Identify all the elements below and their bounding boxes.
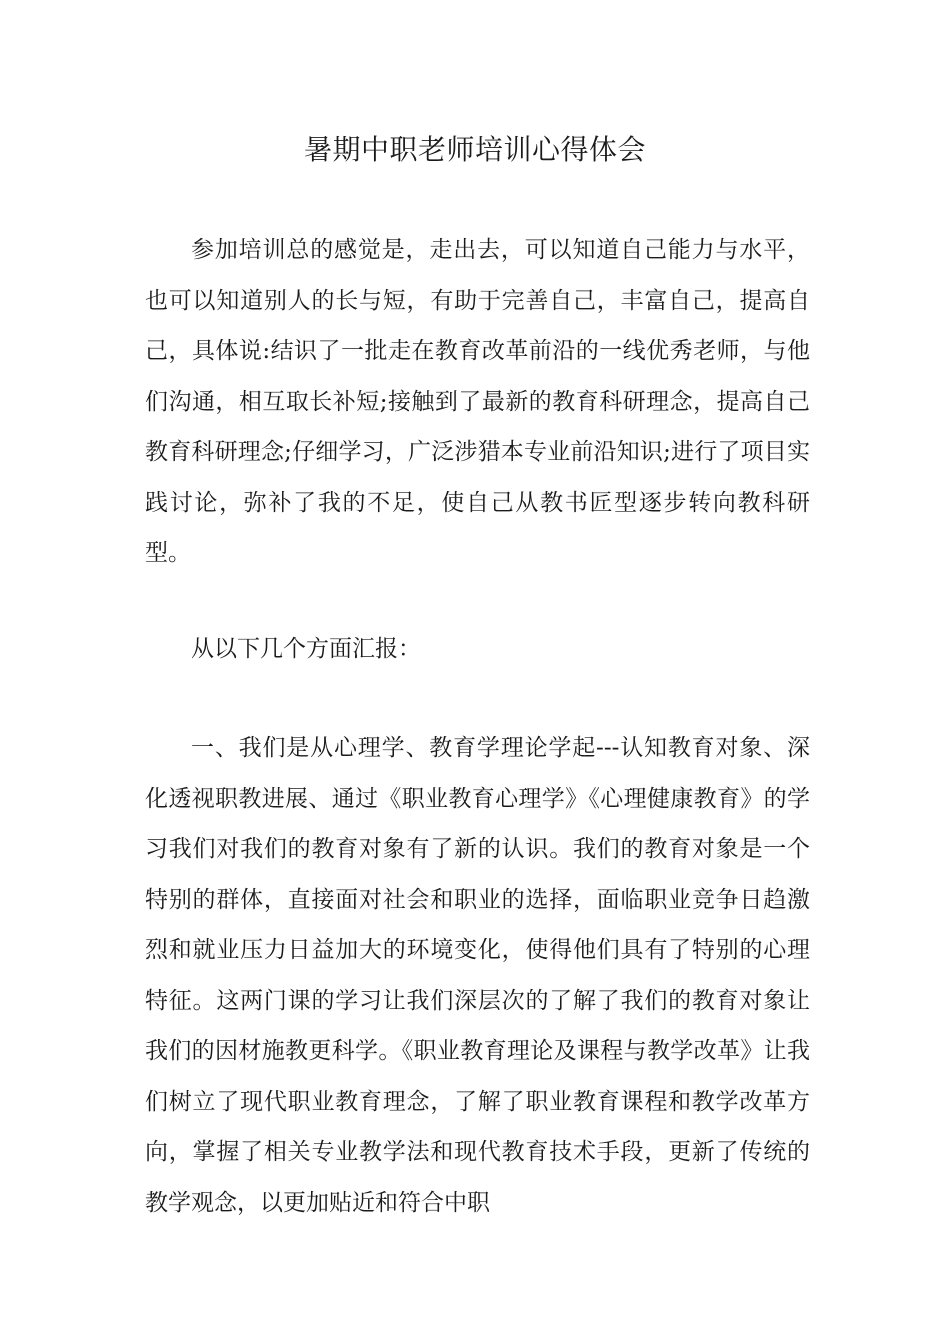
paragraph-section-one: 一、我们是从心理学、教育学理论学起---认知教育对象、深化透视职教进展、通过《职业教育心理学》《心理健康教育》的学习我们对我们的教育对象有了新的认识。我们的教育对象是一个特别的群体，直接面对社会和职业的选择，面临职业竞争日趋激烈和就业压力日益加大的环境变化，使得他们具有了特别的心理特征。这两门课的学习让我们深层次的了解了我们的教育对象让我们的因材施教更科学。《职业教育理论及课程与教学改革》让我们树立了现代职业教育理念，了解了职业教育课程和教学改革方向，掌握了相关专业教学法和现代教育技术手段，更新了传统的教学观念，以更加贴近和符合中职 [145, 735, 810, 1216]
paragraph-report-aspects: 从以下几个方面汇报： [191, 636, 421, 662]
document-title: 暑期中职老师培训心得体会 [303, 133, 646, 166]
paragraph-intro: 参加培训总的感觉是，走出去，可以知道自己能力与水平，也可以知道别人的长与短，有助于完善自己，丰富自己，提高自己，具体说:结识了一批走在教育改革前沿的一线优秀老师，与他们沟通，相互取长补短;接触到了最新的教育科研理念，提高自己教育科研理念;仔细学习，广泛涉猎本专业前沿知识;进行了项目实践讨论，弥补了我的不足，使自己从教书匠型逐步转向教科研型。 [145, 237, 810, 566]
